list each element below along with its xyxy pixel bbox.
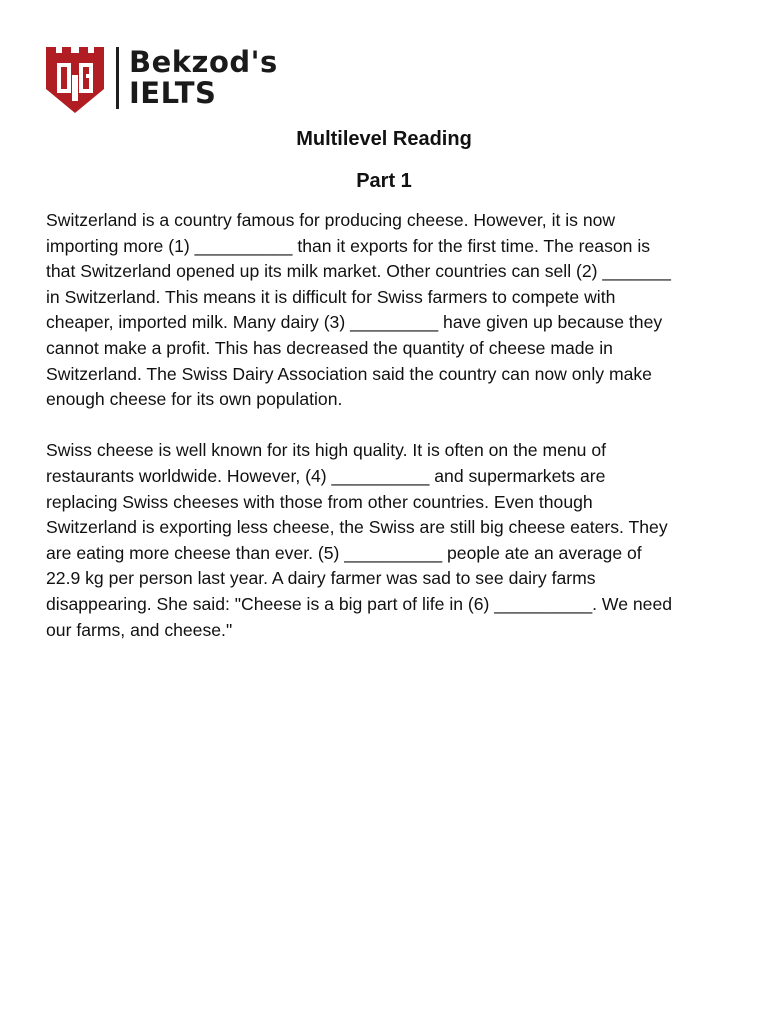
text-line: Switzerland. The Swiss Dairy Association said the country can now only make [46,363,652,384]
text-line: that Switzerland opened up its milk market. Other countries can sell (2) _______ [46,261,671,282]
text-line: our farms, and cheese." [46,619,233,640]
text-line: disappearing. She said: "Cheese is a big part of life in (6) __________. We need [46,593,673,614]
text-line: in Switzerland. This means it is difficult for Swiss farmers to compete with [46,286,616,307]
brand-name-line1: Bekzod's [129,45,278,79]
text-line: importing more (1) __________ than it exports for the first time. The reason is [46,235,651,256]
reading-passage [46,208,736,669]
text-line: cheaper, imported milk. Many dairy (3) _________ have given up because they [46,312,663,333]
text-line: replacing Swiss cheeses with those from other countries. Even though [46,491,593,512]
text-line: Switzerland is exporting less cheese, the Swiss are still big cheese eaters. They [46,517,668,538]
text-line: Swiss cheese is well known for its high quality. It is often on the menu of [46,440,607,461]
castle-shield-logo-icon [44,41,106,115]
paragraph-1 [46,208,736,413]
brand-logo [44,40,278,116]
brand-name-line2: IELTS [129,76,217,110]
text-line: 22.9 kg per person last year. A dairy farmer was sad to see dairy farms [46,568,596,589]
text-line: cannot make a profit. This has decreased the quantity of cheese made in [46,337,613,358]
text-line: enough cheese for its own population. [46,389,343,410]
section-subtitle: Part 1 [356,170,412,192]
paragraph-2 [46,438,736,643]
text-line: Switzerland is a country famous for producing cheese. However, it is now [46,210,616,230]
text-line: restaurants worldwide. However, (4) __________ and supermarkets are [46,465,606,486]
page-title: Multilevel Reading [296,128,472,150]
brand-name [129,45,278,110]
text-line: are eating more cheese than ever. (5) __________ people ate an average of [46,542,642,563]
logo-divider [116,47,119,109]
